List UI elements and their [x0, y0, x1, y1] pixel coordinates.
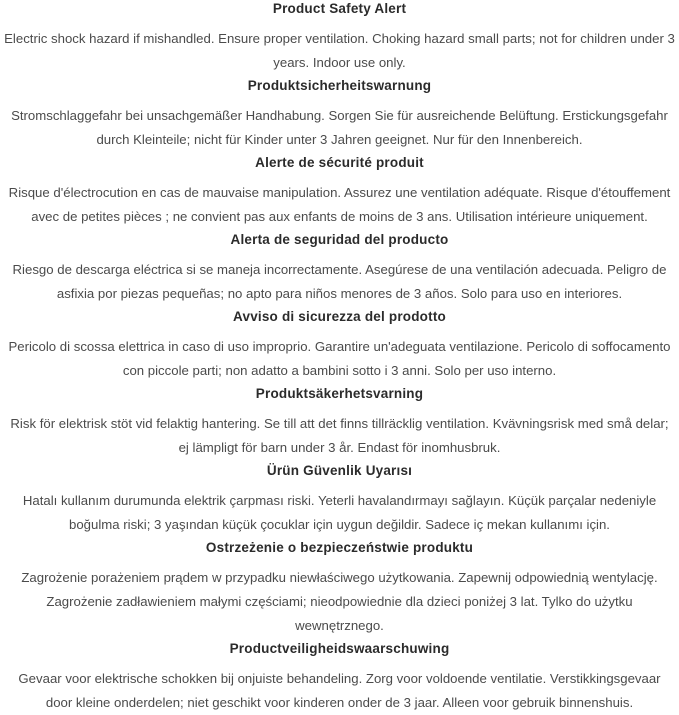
section-french — [4, 155, 675, 229]
section-heading-swedish: Produktsäkerhetsvarning — [255, 386, 424, 401]
section-heading-dutch: Productveiligheidswaarschuwing — [229, 641, 450, 656]
section-turkish — [4, 463, 675, 537]
section-heading-french: Alerte de sécurité produit — [255, 155, 424, 170]
section-body-german: Stromschlaggefahr bei unsachgemäßer Handhabung. Sorgen Sie für ausreichende Belüftung. Erstickungsgefahr durch Kleinteile; nicht für Kinder unter 3 Jahren geeignet. Nur für den Innenbereich. — [11, 108, 668, 147]
section-heading-german: Produktsicherheitswarnung — [247, 78, 432, 93]
section-spanish — [4, 232, 675, 306]
section-english — [4, 1, 675, 75]
section-body-italian: Pericolo di scossa elettrica in caso di uso improprio. Garantire un'adeguata ventilazione. Pericolo di soffocamento con piccole parti; non adatto a bambini sotto i 3 anni. Solo per uso interno. — [8, 339, 671, 378]
section-body-spanish: Riesgo de descarga eléctrica si se maneja incorrectamente. Asegúrese de una ventilación adecuada. Peligro de asfixia por piezas pequeñas; no apto para niños menores de 3 años. Solo para uso en interiores. — [12, 262, 667, 301]
section-polish — [4, 540, 675, 638]
section-body-dutch: Gevaar voor elektrische schokken bij onjuiste behandeling. Zorg voor voldoende ventilatie. Verstikkingsgevaar door kleine onderdelen; niet geschikt voor kinderen onder de 3 jaar. Alleen voor gebruik binnenshuis. — [18, 671, 661, 710]
section-heading-spanish: Alerta de seguridad del producto — [230, 232, 449, 247]
section-swedish — [4, 386, 675, 460]
section-body-swedish: Risk för elektrisk stöt vid felaktig hantering. Se till att det finns tillräcklig ventilation. Kvävningsrisk med små delar; ej lämpligt för barn under 3 år. Endast för inomhusbruk. — [10, 416, 669, 455]
section-heading-english: Product Safety Alert — [272, 1, 407, 16]
section-heading-polish: Ostrzeżenie o bezpieczeństwie produktu — [205, 540, 474, 555]
section-body-french: Risque d'électrocution en cas de mauvaise manipulation. Assurez une ventilation adéquate. Risque d'étouffement avec de petites pièces ; ne convient pas aux enfants de moins de 3 ans. Utilisation intérieure uniquement. — [8, 185, 671, 224]
section-body-english: Electric shock hazard if mishandled. Ensure proper ventilation. Choking hazard small parts; not for children under 3 years. Indoor use only. — [4, 31, 675, 70]
section-heading-turkish: Ürün Güvenlik Uyarısı — [266, 463, 413, 478]
section-dutch — [4, 641, 675, 715]
section-german — [4, 78, 675, 152]
section-body-turkish: Hatalı kullanım durumunda elektrik çarpması riski. Yeterli havalandırmayı sağlayın. Küçük parçalar nedeniyle boğulma riski; 3 yaşından küçük çocuklar için uygun değildir. Sadece iç mekan kullanımı için. — [22, 493, 657, 532]
section-body-polish: Zagrożenie porażeniem prądem w przypadku niewłaściwego użytkowania. Zapewnij odpowiednią wentylację. Zagrożenie zadławieniem małymi częściami; nieodpowiednie dla dzieci poniżej 3 lat. Tylko do użytku wewnętrznego. — [21, 570, 658, 633]
section-heading-italian: Avviso di sicurezza del prodotto — [233, 309, 446, 324]
section-italian — [4, 309, 675, 383]
